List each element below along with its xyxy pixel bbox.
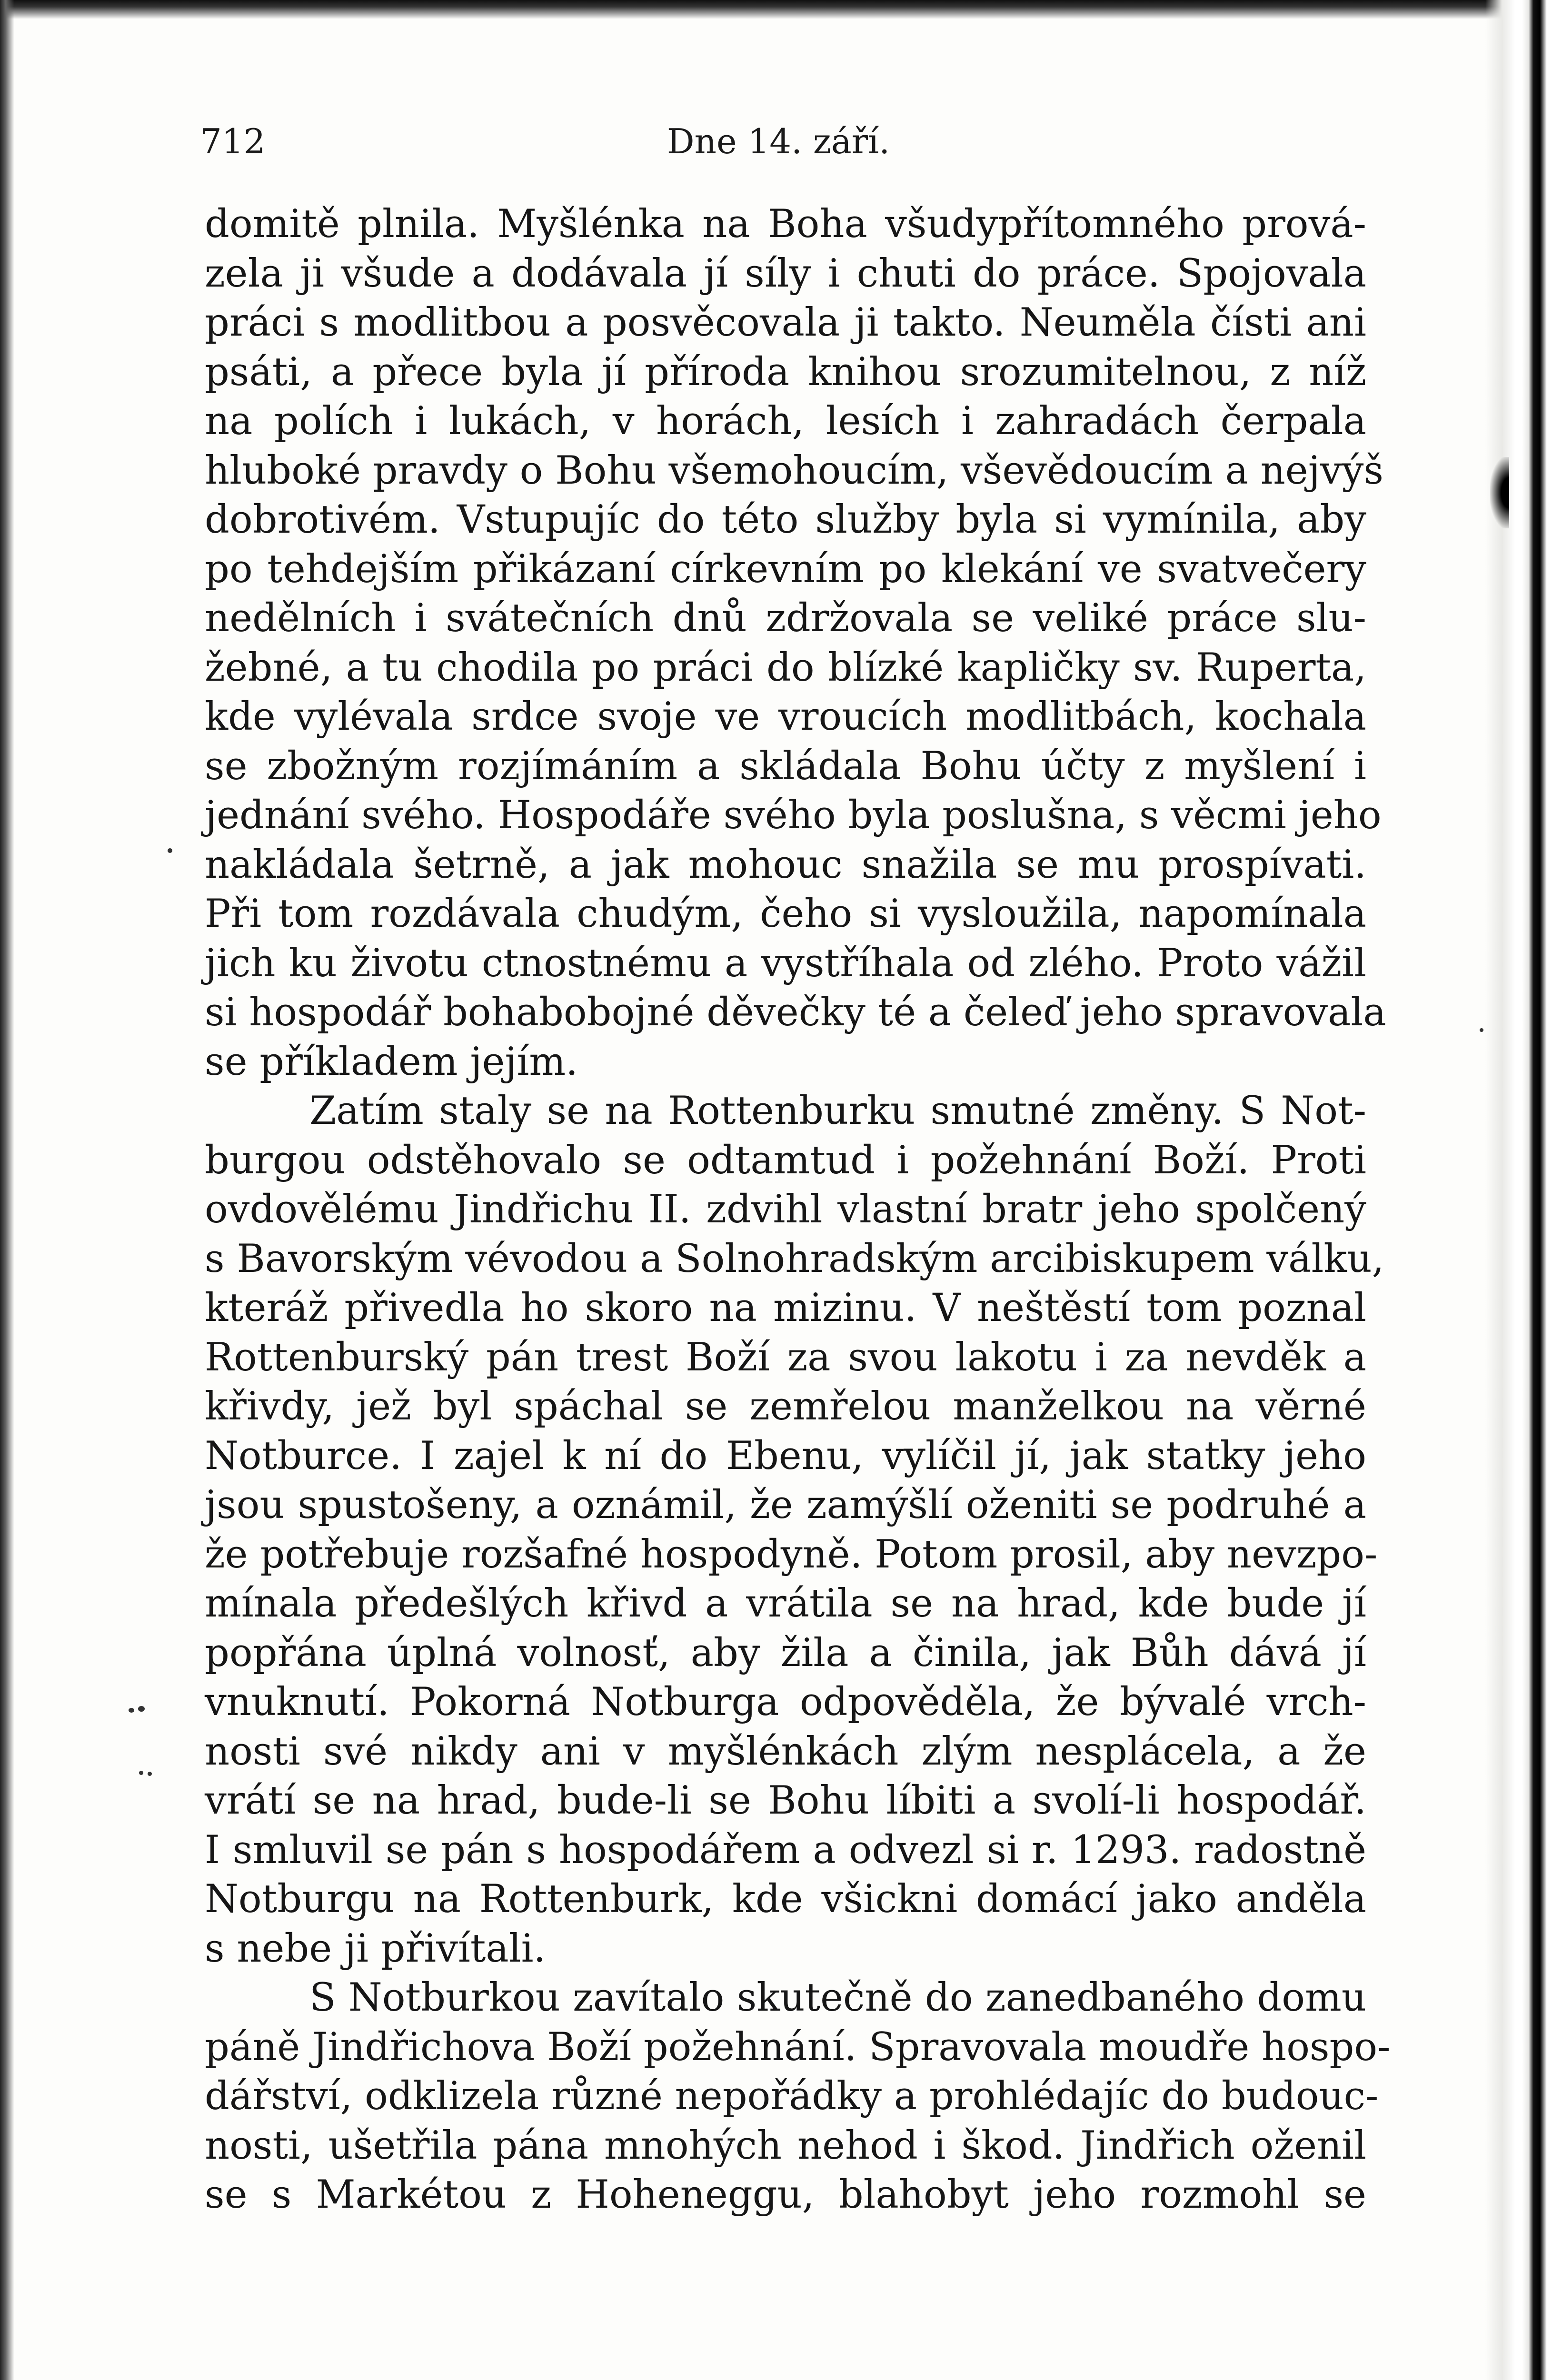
text-line: po tehdejším přikázaní církevním po klekání ve svatvečery xyxy=(205,546,1366,592)
text-line: žebné, a tu chodila po práci do blízké kapličky sv. Ruperta, xyxy=(205,645,1366,690)
text-line: Při tom rozdávala chudým, čeho si vysloužila, napomínala xyxy=(205,892,1366,936)
text-line: popřána úplná volnosť, aby žila a činila, jak Bůh dává jí xyxy=(205,1630,1366,1676)
body-text xyxy=(205,200,1391,2220)
speck-mark xyxy=(138,1706,145,1712)
text-line: křivdy, jež byl spáchal se zemřelou manželkou na věrné xyxy=(205,1384,1366,1429)
text-line: dobrotivém. Vstupujíc do této služby byla si vymínila, aby xyxy=(205,497,1366,542)
spine-notch-mark xyxy=(1490,457,1509,528)
text-line: mínala předešlých křivd a vrátila se na hrad, kde bude jí xyxy=(205,1581,1366,1626)
text-line: burgou odstěhovalo se odtamtud i požehnání Boží. Proti xyxy=(205,1138,1366,1183)
text-line: vrátí se na hrad, bude-li se Bohu líbiti a svolí-li hospodář. xyxy=(205,1778,1366,1823)
book-spine-shadow xyxy=(1485,0,1552,2380)
text-line: psáti, a přece byla jí příroda knihou srozumitelnou, z níž xyxy=(205,349,1366,395)
speck-mark xyxy=(139,1771,143,1775)
text-line: ovdovělému Jindřichu II. zdvihl vlastní bratr jeho spolčený xyxy=(205,1187,1366,1232)
text-line: jich ku životu ctnostnému a vystříhala od zlého. Proto vážil xyxy=(205,941,1366,986)
page-number: 712 xyxy=(200,121,266,161)
text-line: domitě plnila. Myšlénka na Boha všudypřítomného prová- xyxy=(205,202,1366,247)
text-line: na polích i lukách, v horách, lesích i zahradách čerpala xyxy=(205,399,1366,444)
text-line: se příkladem jejím. xyxy=(205,1039,578,1084)
text-line: jednání svého. Hospodáře svého byla poslušna, s věcmi jeho xyxy=(205,793,1382,838)
paragraph xyxy=(205,1087,1384,1973)
speck-mark xyxy=(148,1772,152,1776)
text-line: vnuknutí. Pokorná Notburga odpověděla, že bývalé vrch- xyxy=(205,1680,1366,1725)
paragraph xyxy=(205,200,1386,1087)
text-line: Rottenburský pán trest Boží za svou lakotu i za nevděk a xyxy=(205,1335,1366,1380)
text-line: I smluvil se pán s hospodářem a odvezl si r. 1293. radostně xyxy=(205,1827,1366,1873)
text-line: S Notburkou zavítalo skutečně do zanedbaného domu xyxy=(309,1975,1366,2020)
text-line: nosti své nikdy ani v myšlénkách zlým nesplácela, a že xyxy=(205,1729,1366,1774)
text-line: nakládala šetrně, a jak mohouc snažila se mu prospívati. xyxy=(205,842,1366,887)
speck-mark xyxy=(1480,1028,1483,1032)
text-line: že potřebuje rozšafné hospodyně. Potom prosil, aby nevzpo- xyxy=(205,1532,1378,1577)
speck-mark xyxy=(129,1708,134,1713)
text-line: Notburgu na Rottenburk, kde všickni domácí jako anděla xyxy=(205,1877,1366,1922)
text-line: kteráž přivedla ho skoro na mizinu. V neštěstí tom poznal xyxy=(205,1286,1366,1330)
scan-edge-top xyxy=(0,0,1552,19)
text-line: se s Markétou z Hoheneggu, blahobyt jeho rozmohl se xyxy=(205,2172,1366,2217)
text-line: Zatím staly se na Rottenburku smutné změny. S Not- xyxy=(309,1089,1366,1133)
paragraph xyxy=(205,1973,1391,2220)
text-line: se zbožným rozjímáním a skládala Bohu účty z myšlení i xyxy=(205,744,1366,789)
text-line: jsou spustošeny, a oznámil, že zamýšlí oženiti se podruhé a xyxy=(205,1483,1366,1527)
text-line: páně Jindřichova Boží požehnání. Spravovala moudře hospo- xyxy=(205,2024,1391,2070)
running-title: Dne 14. září. xyxy=(667,121,890,161)
text-line: s Bavorským vévodou a Solnohradským arcibiskupem válku, xyxy=(205,1236,1384,1281)
text-line: s nebe ji přivítali. xyxy=(205,1926,546,1971)
page-header xyxy=(200,121,1371,174)
text-line: dářství, odklizela různé nepořádky a prohlédajíc do budouc- xyxy=(205,2074,1379,2119)
speck-mark xyxy=(168,848,172,853)
text-line: Notburce. I zajel k ní do Ebenu, vylíčil jí, jak statky jeho xyxy=(205,1433,1366,1478)
scan-edge-left xyxy=(0,0,14,2380)
text-line: hluboké pravdy o Bohu všemohoucím, vševědoucím a nejvýš xyxy=(205,448,1383,493)
text-line: nosti, ušetřila pána mnohých nehod i škod. Jindřich oženil xyxy=(205,2123,1366,2168)
text-line: zela ji všude a dodávala jí síly i chuti do práce. Spojovala xyxy=(205,251,1366,296)
text-line: si hospodář bohabobojné děvečky té a čeleď jeho spravovala xyxy=(205,990,1386,1035)
text-line: kde vylévala srdce svoje ve vroucích modlitbách, kochala xyxy=(205,694,1366,739)
text-line: nedělních i svátečních dnů zdržovala se veliké práce slu- xyxy=(205,596,1366,641)
text-line: práci s modlitbou a posvěcovala ji takto. Neuměla čísti ani xyxy=(205,300,1366,345)
